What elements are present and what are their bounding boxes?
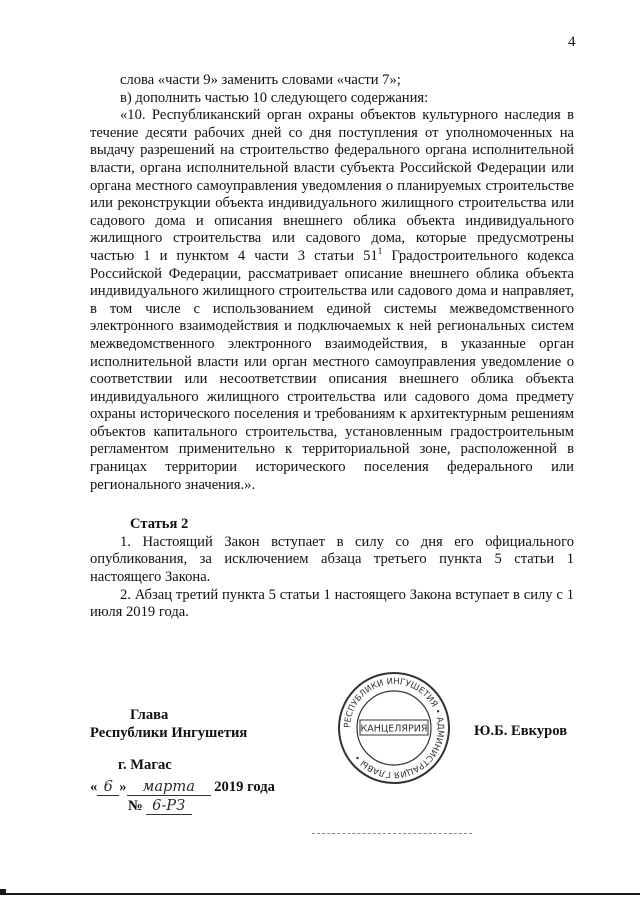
scan-bottom-edge [0, 893, 640, 895]
article-superscript: 1 [377, 246, 383, 257]
issue-city: г. Магас [118, 757, 172, 773]
signatory-title-line-2: Республики Ингушетия [90, 725, 248, 741]
number-sign: № [128, 798, 143, 814]
document-body [90, 72, 574, 622]
amendment-line-2: в) дополнить частью 10 следующего содержания: [120, 89, 429, 106]
spacer [90, 494, 574, 516]
date-day: 6 [97, 778, 119, 796]
number-value: 6-РЗ [146, 797, 192, 815]
part-10-paragraph [90, 107, 574, 494]
stamp-center-text: КАНЦЕЛЯРИЯ [360, 723, 428, 735]
date-quote-open: « [90, 779, 98, 795]
page-number: 4 [568, 34, 576, 50]
faint-dashed-line [312, 833, 472, 834]
part-10-text-b: Градостроительного кодекса Российской Федерации, рассматривает описание внешнего облика объекта индивидуального жилищного строительства или садового дома и направляет, в том числе с использованием единой системы межведомственного электронного взаимодействия и подключаемых к ней региональных систем межведомственного электронного взаимодействия, в указанные орган исполнительной власти или орган местного самоуправления уведомление о соответствии или несоответствии описания внешнего облика объекта индивидуального жилищного строительства или садового дома предмету охраны исторического поселения и требованиям к архитектурным решениям объектов капитального строительства, установленным градостроительным регламентом применительно к территориальной зоне, расположенной в границах территории исторического поселения федерального или регионального значения.». [90, 247, 574, 493]
article-2-title: Статья 2 [130, 516, 189, 533]
date-year: 2019 года [214, 779, 275, 795]
stamp-ring-text: РЕСПУБЛИКИ ИНГУШЕТИЯ • АДМИНИСТРАЦИЯ ГЛАВЫ • [342, 676, 446, 780]
date-quote-close: » [119, 779, 127, 795]
article-2-paragraph-2: 2. Абзац третий пункта 5 статьи 1 настоящего Закона вступает в силу с 1 июля 2019 года. [90, 586, 574, 621]
amendment-line-1: слова «части 9» заменить словами «части 7»; [120, 72, 401, 88]
signatory-title-line-1: Глава [130, 707, 169, 723]
part-10-text-a: «10. Республиканский орган охраны объектов культурного наследия в течение десяти рабочих дней со дня поступления от уполномоченных на выдачу разрешений на строительство федерального органа исполнительной власти, органа исполнительной власти субъекта Российской Федерации или органа местного самоуправления уведомления о планируемых строительстве или реконструкции объекта индивидуального жилищного строительства или садового дома и описания внешнего облика объекта индивидуального жилищного строительства или садового дома, которые предусмотрены частью 1 и пунктом 4 части 3 статьи 51 [90, 107, 574, 264]
article-2-paragraph-1: 1. Настоящий Закон вступает в силу со дня его официального опубликования, за исключением абзаца третьего пункта 5 статьи 1 настоящего Закона. [90, 533, 574, 586]
signatory-name: Ю.Б. Евкуров [474, 723, 568, 739]
law-number [128, 797, 192, 815]
date-month: марта [127, 778, 211, 796]
official-stamp [336, 670, 452, 786]
issue-date [90, 778, 275, 796]
